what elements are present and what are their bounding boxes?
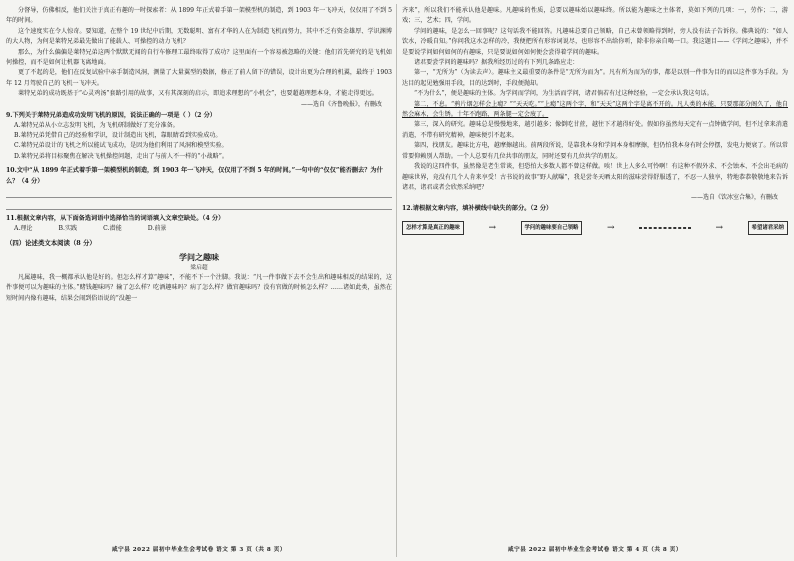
essay-paragraph: 第二，不息。“鸦片烟怎样会上瘾？”“天天吃。”“上瘾”这两个字，和“天天”这两个字是离不开的。凡人类的本能，只要那部分阁久了，他自然会麻木，会生锈。十年不跑路，两条腿一定会废了。 <box>402 100 788 119</box>
page-footer: 咸宁县 2022 届初中毕业生会考试卷 语文 第 3 页（共 8 页） <box>112 547 286 553</box>
passage-paragraph: 更了不起的是，他们在反复试验中亲手制造风洞，测量了大量翼型的数据，修正了前人留下的错误，设计出更为合理的机翼，最终于 1903 年 12 月驾驶自己的飞机一飞冲天。 <box>6 69 392 87</box>
q9-option-c: C.莱特兄弟设计的飞机之所以能试飞成功，是因为他们利用了风洞和模型实验。 <box>14 142 228 150</box>
essay-paragraph: 第三，深入的研究。趣味总是慢慢地来，越引越多；像倒吃甘蔗，越往下才越得好处。假如你虽然每天定有一点钟做学问，但不过拿来消遣消遣，不带有研究精神，趣味便引不起来。 <box>402 121 788 139</box>
question-9: 9.下列关于莱特兄弟造成功发明飞机的原因，说法正确的一项是（ ）（2 分） <box>6 111 216 119</box>
flow-answer-blank[interactable] <box>639 227 691 229</box>
essay-paragraph: 凡属趣味，我一概都承认他是好的。但怎么样才算“趣味”，不能不下一个注脚。我说：“凡一件事做下去不会生出和趣味相反的结果的，这件事便可以为趣味的主体。”赌钱趣味吗？输了怎么样？吃酒趣味吗？病了怎么样？做官趣味吗？没有官做的时候怎么样？……诸如此类，虽然在短时间内像有趣味，结果会闹到俗语说的“没趣一 <box>6 273 392 302</box>
answer-line[interactable] <box>6 199 392 210</box>
q11-options <box>6 224 392 234</box>
essay-author: 梁启超 <box>190 264 208 271</box>
section-heading: （四）论述类文本阅读（8 分） <box>6 238 96 247</box>
page-divider <box>396 4 397 557</box>
essay-paragraph: 学问的趣味，是怎么一回事呢？这句话我不能回答。凡趣味总要自己领略，自己未曾领略得到时，旁人没有法子告诉你。佛典说的：“如人饮水，冷暖自知。”你问我这水怎样的冷，我便把所有形容词说尽，也形容不出给你听，除非你亲自喝一口。我这题目——《学问之趣味》，并不是要说学问如何如何的有趣味，只是要说如何如何便会尝得着学问的趣味。 <box>402 27 788 56</box>
page-3 <box>6 6 392 555</box>
question-11: 11.根据文章内容，从下面备选词语中选择恰当的词语填入文章空缺处。（4 分） <box>6 215 225 223</box>
q9-option-d: D.莱特兄弟将目标聚焦在解决飞机操控问题，走出了与前人不一样的“小战略”。 <box>14 152 228 160</box>
essay-paragraph: 诸君要尝学问的趣味吗？据我所经历过的有下列几条路应走： <box>414 59 579 67</box>
q12-flowchart <box>402 220 788 236</box>
essay-source: ——选自《饮冰室合集》，有删改 <box>690 194 778 202</box>
passage-paragraph: 那么，为什么偏偏是莱特兄弟这两个默默无闻的自行车修理工最终取得了成功？这里面有一个容易被忽略的关键：他们首先研究的是飞机如何操控，而不是如何让机器飞离地面。 <box>6 48 392 67</box>
essay-paragraph: 第四，找朋友。趣味比方电，越摩擦越出。前两段所说，是靠我本身和学问本身相摩擦，但仍怕我本身有时会停摆，发电力便衰了。所以常常要仰赖别人帮助。一个人总要有几位共事的朋友，同时还要有几位共学的朋友。 <box>402 142 788 160</box>
q11-option-c: C.潜能 <box>103 225 122 233</box>
flow-box: 希望诸君采纳 <box>748 221 788 235</box>
question-12: 12.请根据文章内容，填补横线中缺失的部分。（2 分） <box>402 205 553 213</box>
q9-option-a: A.莱特兄弟从小立志发明飞机，为飞机研制做好了充分准备。 <box>14 121 179 129</box>
flow-box: 怎样才算是真正的趣味 <box>402 221 464 235</box>
q11-option-a: A.理论 <box>14 225 33 233</box>
essay-paragraph: 齐来”，所以我们不能承认他是趣味。凡趣味的性质，总要以趣味始以趣味终。所以能为趣味之主体者，莫如下列的几项：一，劳作；二，游戏；三，艺术；四，学问。 <box>402 7 788 25</box>
essay-paragraph: “不为什么”，便是趣味的主体。为学问而学问，为生活而学问，诸君倘若有过这种经验，一定会承认我这句话。 <box>414 90 713 98</box>
arrow-right-icon: → <box>488 223 496 234</box>
q9-option-b: B.莱特兄弟凭借自己的经验和学识，设计制造出飞机，靠眼睛看到实验成功。 <box>14 132 222 140</box>
essay-paragraph: 第一，“无所为”（为读去声）。趣味主义最重要的条件是“无所为而为”。凡有所为而为的事，都是以别一件事为目的而以这件事为手段。为达目的起见勉强用手段，目的达到时，手段便抛却。 <box>402 69 788 87</box>
flow-box: 学问的趣味要自己领略 <box>521 221 583 235</box>
question-10: 10.文中“从 1899 年正式着手第一架模型机的制造，到 1903 年一飞冲天，仅仅用了不到 5 年的时间。”一句中的“仅仅”能否删去？为什么？（4 分） <box>6 167 383 186</box>
q11-option-d: D.前景 <box>147 225 167 233</box>
passage-paragraph: 这个速度实在令人惊奇。要知道，在整个 19 世纪中后期，无数聪明、富有才华的人在为制造飞机而努力，其中不乏有资金雄厚、学识渊博的大人物，为何是莱特兄弟最先做出了能载人、可操控的动力飞机？ <box>6 27 392 46</box>
arrow-right-icon: → <box>606 223 615 234</box>
page-footer: 咸宁县 2022 届初中毕业生会考试卷 语文 第 4 页（共 8 页） <box>508 547 682 553</box>
arrow-right-icon: → <box>715 223 724 234</box>
passage-paragraph: 莱特兄弟的成功既基于“心灵鸡汤”套路引用的故事，又有其深刻的启示，即追求理想的“小机会”，也要超越理想本身，才能走得更远。 <box>18 90 378 98</box>
q11-option-b: B.实践 <box>58 225 78 233</box>
essay-paragraph: 我说的这四件事，虽然像是老生常谈，但恐怕大多数人都不曾这样做。唉！世上人多么可怜啊！有这种不假外求、不会蚀本、不会出毛病的趣味世界，竟没有几个人肯来享受！古书说的故事“野人献曝”，我是尝冬天晒太阳的滋味尝得舒服透了，不忍一人独享，特地恭恭敬敬地来告诉诸君，诸君或者会欣然采纳吧？ <box>402 163 788 191</box>
passage-paragraph: 分督导，仿佛相反，他们关注于真正有趣的一时探索者：从 1899 年正式着手第一架模型机的制造，到 1903 年一飞冲天，仅仅用了不到 5 年的时间。 <box>6 7 392 25</box>
passage-source: ——选自《齐鲁晚报》，有删改 <box>300 100 382 108</box>
answer-line[interactable] <box>6 187 392 198</box>
essay-title: 学问之趣味 <box>179 251 219 262</box>
page-4 <box>402 6 788 555</box>
